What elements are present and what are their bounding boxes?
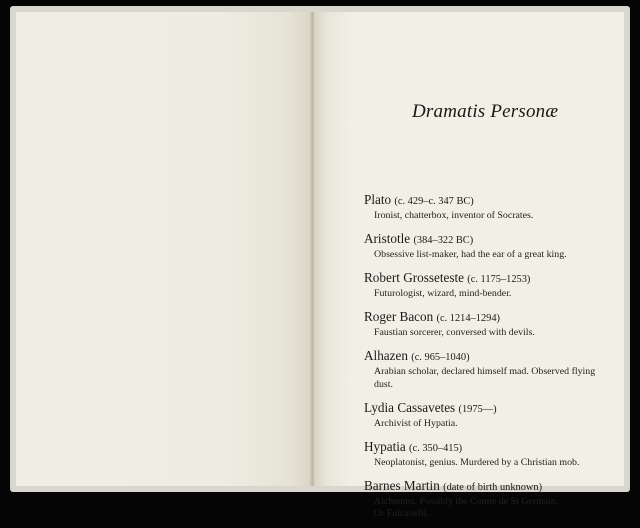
character-description: dust.	[374, 378, 393, 390]
character-heading	[364, 230, 614, 249]
character-dates: (c. 429–c. 347 BC)	[394, 196, 474, 207]
character-name: Alhazen	[364, 348, 408, 363]
character-name: Plato	[364, 192, 392, 207]
character-name: Robert Grosseteste	[364, 270, 464, 285]
character-heading	[364, 477, 614, 496]
character-name: Roger Bacon	[364, 309, 434, 324]
character-heading	[364, 191, 614, 210]
character-dates: (c. 350–415)	[409, 442, 463, 454]
left-page	[16, 12, 312, 486]
character-dates: (1975—)	[458, 403, 497, 415]
character-dates: (c. 1175–1253)	[467, 274, 531, 285]
character-entry	[364, 191, 614, 223]
bleed-through-text	[106, 104, 111, 124]
character-heading	[364, 308, 614, 327]
page-title: Dramatis Personæ	[412, 101, 559, 122]
character-description: Arabian scholar, declared himself mad. Observed flying	[374, 366, 596, 377]
character-entry	[364, 438, 614, 470]
character-description: Futurologist, wizard, mind-bender.	[374, 288, 512, 299]
character-dates: (c. 1214–1294)	[436, 313, 501, 324]
character-entry	[364, 399, 614, 431]
character-name: Lydia Cassavetes	[364, 399, 456, 415]
character-entry	[364, 477, 614, 521]
character-entry	[364, 269, 614, 301]
character-heading	[364, 347, 614, 366]
character-dates: (c. 965–1040)	[411, 352, 470, 363]
character-description: Archivist of Hypatia.	[374, 417, 458, 429]
character-dates: (384–322 BC)	[413, 235, 474, 246]
character-name: Hypatia	[364, 438, 406, 454]
character-entry	[364, 230, 614, 262]
character-name: Aristotle	[364, 231, 411, 246]
character-description: Faustian sorcerer, conversed with devils.	[374, 327, 535, 338]
character-description: Neoplatonist, genius. Murdered by a Christian mob.	[374, 456, 580, 468]
character-heading	[364, 438, 614, 457]
character-dates: (date of birth unknown)	[443, 481, 543, 493]
character-entry	[364, 308, 614, 340]
character-description: Ironist, chatterbox, inventor of Socrates.	[374, 210, 534, 221]
character-description: Obsessive list-maker, had the ear of a great king.	[374, 249, 567, 260]
right-page	[314, 12, 624, 519]
character-list	[364, 191, 614, 528]
character-heading	[364, 399, 614, 418]
character-name: Barnes Martin	[364, 477, 440, 493]
character-description: Or Fulcanelli.	[374, 508, 429, 519]
character-entry	[364, 347, 614, 391]
open-book	[10, 6, 630, 519]
character-description: Alchemist. Possibly the Comte de St Germain.	[374, 495, 559, 507]
character-heading	[364, 269, 614, 288]
